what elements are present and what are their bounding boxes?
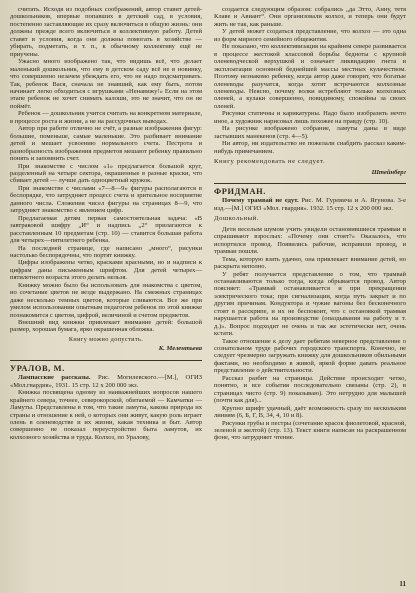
paragraph: Рисунки статичны и карикатурны. Надо было изобразить нечто иное, а художник нарисовал лишь похожее на правду (стр. 10). <box>214 110 406 125</box>
paragraph: Ни автор, ни издательство не пожелали снабдить рассказ каким-нибудь примечанием. <box>214 140 406 155</box>
divider <box>10 360 202 361</box>
review-3-heading <box>214 197 406 212</box>
paragraph: На последней странице, где написано „много“, рисунки настолько беспорядочны, что портят книжку. <box>10 244 202 259</box>
review-3-title: Почему трамвай не едут. <box>222 197 299 205</box>
paragraph: На рисунке изображено собрание, ламуты даны в виде застывших манекенов (стр. 4—5). <box>214 125 406 140</box>
verdict-1: Книгу можно допустить. <box>68 335 144 343</box>
paragraph: У детей может создаться представление, что колхоз — это одна из форм мирного семейного общежития. <box>214 28 406 43</box>
review-3-author: ФРИДМАН. <box>214 186 266 196</box>
review-3-body <box>214 226 406 442</box>
paragraph: Предлагаемая детям первая самостоятельная задача: «В завтраковой шифру „И“ и надпись „2“ прилагаются к расставленным 10 предметам (стр. 10) — ставится большая работа для четырех—пятилетнего ребенка. <box>10 214 202 245</box>
paragraph: Автор при работе отлично не счёт, а разные изображения фигур: большие, поменьше, самые маленькие. Это разбивает внимание детей и мешает усвоению нормального счета. Пестрота и разнобразность изображения предметов мешают ребенку правильно понять и запомнить счет. <box>10 125 202 163</box>
paragraph: Крупно шрифт удачный, даёт возможность сразу по нескольким линиям (6, Б, Г, В, 34, 4, 10 и 8). <box>214 404 406 420</box>
paragraph: Ужасно много изображено так, что видишь всё, что делает маленький дошкольник, что ему в детском саду всё не в новинку, что совершенно незачем убеждать его, что не надо подсматривать. Так, ребенок Вася, сначала не знавший, как ему быть, потом начинает легко обходиться с игрушками «Ненавижу!» Если на этом этапе ребенок не хочет снимать калоши, это не значит, что он не поймёт. <box>10 58 202 110</box>
paragraph: У ребят получается представление о том, что трамвай останавливаются только тогда, когда обрывается провод. Автор поясняет: «Трамвай останавливается и при прекращении электрического тока; при сигнализации, когда путь закрыт и по другим причинам. Кондуктора и чужие вагоны без бесконечного стоят в расскрипе, и их не беспокоит, что с остановкой трамвая нарушается работа на производстве (опаздывания на работу и т. д.)». Вопрос подходит не очень и так же эстетически нет, очень кстати. <box>214 270 406 338</box>
paragraph: создается следующим образом: собрались „да Этто, Анну, тетя Клаве и Авиант“. Они организовали колхоз, и теперь они будут жить не так, как раньше. <box>214 6 406 28</box>
paragraph: При знакомстве с числом «1» предлагается большой круг, разделенный на четыре сектора, окрашенные в разные краски, что сбивает детей — лучше дать одноцветный кружок. <box>10 162 202 185</box>
review-2-body-cont <box>214 6 406 155</box>
signature-2: Штейнберг <box>371 168 406 176</box>
paragraph: Тема, которую взять удачно, она привлекает внимание детей, но раскрыта неполно. <box>214 255 406 271</box>
review-2-author: УРАЛОВ, М. <box>10 363 65 373</box>
review-3-meta: Рис. М. Гуревича и А. Ягунова. 3-е изд.—[М.] ОГИЗ «Мол. гвардия». 1932. 15 стр. 12 х 200 000 экз. <box>214 197 406 212</box>
verdict-2: Книгу рекомендовать не следует. <box>214 158 326 166</box>
paragraph: считать. Исходя из подобных соображений, автор ставит детей-дошкольников, впервые попавших в детский сад, в условия, постепенно заставляющие их сразу включиться в общую жизнь: они должны прежде всего включиться в коллективную работу. Детей ставят в условия, когда они должны помогать в хозяйстве — убирать, подметать, и т. п., к обычному коллективу ещё не приучены. <box>10 6 202 58</box>
review-1-body <box>10 6 202 334</box>
paragraph: Внешний вид книжки привлекает внимание детей: большой размер, хорошая бумага, ярко окрашенная обложка. <box>10 319 202 334</box>
paragraph: Книжку можно было бы использовать для знакомства с цветом, но сочетание цветов не везде выдержано. На смежных страницах даже несколько темных цветов, которые сливаются. Все же при умелом использовании опытным педагогом ребенок по этой книжке познакомится с цветом, цифрой, величиной и счетом предметов. <box>10 281 202 319</box>
review-2-title: Лампасские рассказы. <box>18 374 91 382</box>
paragraph: Такое отношение к делу дает ребятам неверное представление о сознательном труде рабочих городского транспорта. Конечно, не следует чрезмерно загружать книжку для дошкольников обильными фактами, но необходимо в живой, яркой форме давать реальное представление о действительности. <box>214 337 406 375</box>
review-2-meta: Рис. Могилевского.—[М.], ОГИЗ «Мол.гвардия», 1931. 15 стр. 12 х 200 000 экз. <box>10 374 202 389</box>
paragraph: Не показано, что коллективизация на крайнем севере развивается в процессе жестокой классовой борьбы бедноты с крупной оленеводческой верхушкой и означает ликвидацию гнета и эксплоатации основной беднейшей массы местных кулачеством. Поэтому незнакомо ребенку, когда автор даже говорит, что богатые оленеводы разучатся, когда хотят встречаются колхозные оленеводы. Неясно, почему волки истребляют только колхозных оленей, а кулаки совершенно, повидимому, спокойны за своих оленей. <box>214 43 406 110</box>
left-column <box>10 6 202 593</box>
paragraph: Рисунки грубы и пестры (сочетание красок фиолетовой, красной, зеленой и желтой) (стр. 13). Текст книги написан на раскрашенном фоне, что затрудняет чтение. <box>214 419 406 442</box>
divider <box>214 183 406 184</box>
paragraph: Рассказ разбит на страницы. Действие происходит четко, понятно, и все события последовательно связаны (стр. 2), в страницах чисто (стр. 9) показываю). Это нетрудно для малышей (почти как для)... <box>214 374 406 405</box>
paragraph: Книжка посвящена одному из наиважнейших вопросов нашего крайнего севера, точнее, северокорской, обитаемой — Камчатки — Ламуты. Представлены в том, что такие ламуты, какова природа их страны и отношение к ней, о которых они живут, какую роль играет олень в оленеводстве и их жизни, какая техника и быт. Автор совершенно не показал переустройство быта ламутов, их колхозного хозяйства и труда. Колхоз, по Уралову, <box>10 389 202 441</box>
signature-1: К. Мелентьева <box>158 345 202 353</box>
paragraph: Цифры изображены четко, красками красными, но и надписи к цифрам даны письменным шрифтом. Для детей четырех—пятилетнего возраста этого делать нельзя. <box>10 259 202 282</box>
paragraph: При знакомстве с числами «7—8—9» фигуры располагаются в беспорядке, что затрудняет процесс счета и зрительное восприятие данного числа. Сложения чисел фигуры на страницах 8—9, что затрудняет знакомство с явлением цифр. <box>10 184 202 215</box>
paragraph: Дети веселым шумом учить увидели остановившиеся трамваи и спрашивают взрослых: «Почему они стоят?» Оказалось, что испортился провод. Появились рабочие, исправили провод, и трамваи пошли. <box>214 225 406 256</box>
review-2-body <box>10 389 202 441</box>
review-2-heading <box>10 374 202 389</box>
page-number: 11 <box>399 580 406 588</box>
paragraph: Ребенок — дошкольник учится считать на конкретном материале, в процессе роста и жизни, а не на рассудочных выводах. <box>10 110 202 125</box>
age-group: Дошкольный. <box>214 215 259 223</box>
right-column <box>214 6 406 593</box>
